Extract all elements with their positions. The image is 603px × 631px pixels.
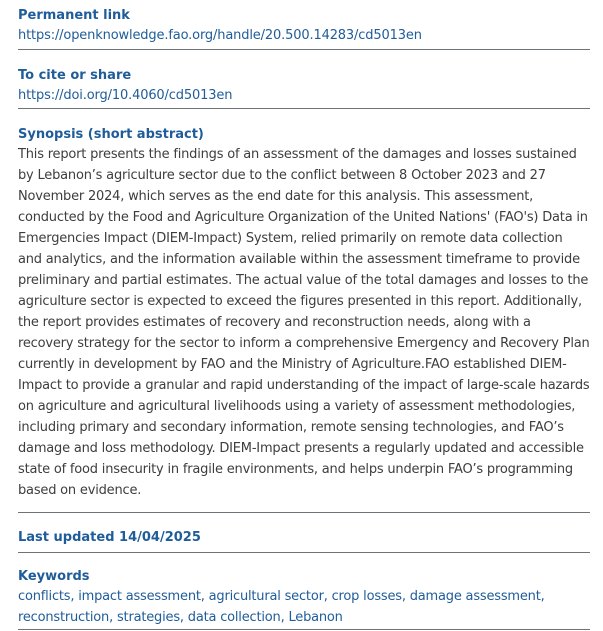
last-updated-label: Last updated 14/04/2025: [18, 530, 201, 545]
keyword-separator: ,: [401, 589, 410, 604]
keyword-link[interactable]: impact assessment: [78, 589, 201, 604]
keyword-link[interactable]: damage assessment: [409, 589, 541, 604]
keywords-section: [18, 567, 590, 630]
synopsis-section: [18, 125, 590, 513]
last-updated-section: [18, 528, 590, 553]
keyword-separator: ,: [540, 589, 545, 604]
keyword-separator: ,: [200, 589, 209, 604]
doi-link[interactable]: https://doi.org/10.4060/cd5013en: [18, 88, 233, 103]
cite-or-share-heading: To cite or share: [18, 68, 132, 83]
keyword-link[interactable]: strategies: [116, 610, 180, 625]
keywords-list: [18, 586, 590, 628]
keyword-separator: ,: [280, 610, 289, 625]
keyword-link[interactable]: conflicts: [18, 589, 71, 604]
keyword-separator: ,: [109, 610, 117, 625]
keyword-separator: ,: [323, 589, 332, 604]
permanent-link-section: [18, 6, 590, 50]
permanent-link-url[interactable]: https://openknowledge.fao.org/handle/20.500.14283/cd5013en: [18, 28, 422, 43]
cite-or-share-section: [18, 66, 590, 109]
keyword-link[interactable]: reconstruction: [18, 610, 110, 625]
synopsis-text: This report presents the findings of an assessment of the damages and losses sustained by Lebanon’s agriculture sector due to the conflict between 8 October 2023 and 27 November 2024, which serves as the end date for this analysis. This assessment, conducted by the Food and Agriculture Organization of the United Nations' (FAO's) Data in Emergencies Impact (DIEM-Impact) System, relied primarily on remote data collection and analytics, and the information available within the assessment timeframe to provide preliminary and partial estimates. The actual value of the total damages and losses to the agriculture sector is expected to exceed the figures presented in this report. Additionally, the report provides estimates of recovery and reconstruction needs, along with a recovery strategy for the sector to inform a comprehensive Emergency and Recovery Plan currently in development by FAO and the Ministry of Agriculture.FAO established DIEM-Impact to provide a granular and rapid understanding of the impact of large-scale hazards on agriculture and agricultural livelihoods using a variety of assessment methodologies, including primary and secondary information, remote sensing technologies, and FAO’s damage and loss methodology. DIEM-Impact presents a regularly updated and accessible state of food insecurity in fragile environments, and helps underpin FAO’s programming based on evidence.: [18, 147, 590, 498]
keyword-separator: ,: [70, 589, 79, 604]
keyword-link[interactable]: data collection: [187, 610, 281, 625]
permanent-link-heading: Permanent link: [18, 8, 130, 23]
keyword-link[interactable]: Lebanon: [288, 610, 343, 625]
synopsis-body: [18, 144, 590, 501]
keywords-heading: Keywords: [18, 569, 90, 584]
keyword-link[interactable]: crop losses: [331, 589, 402, 604]
synopsis-heading: Synopsis (short abstract): [18, 127, 204, 142]
keyword-separator: ,: [179, 610, 188, 625]
keyword-link[interactable]: agricultural sector: [208, 589, 324, 604]
